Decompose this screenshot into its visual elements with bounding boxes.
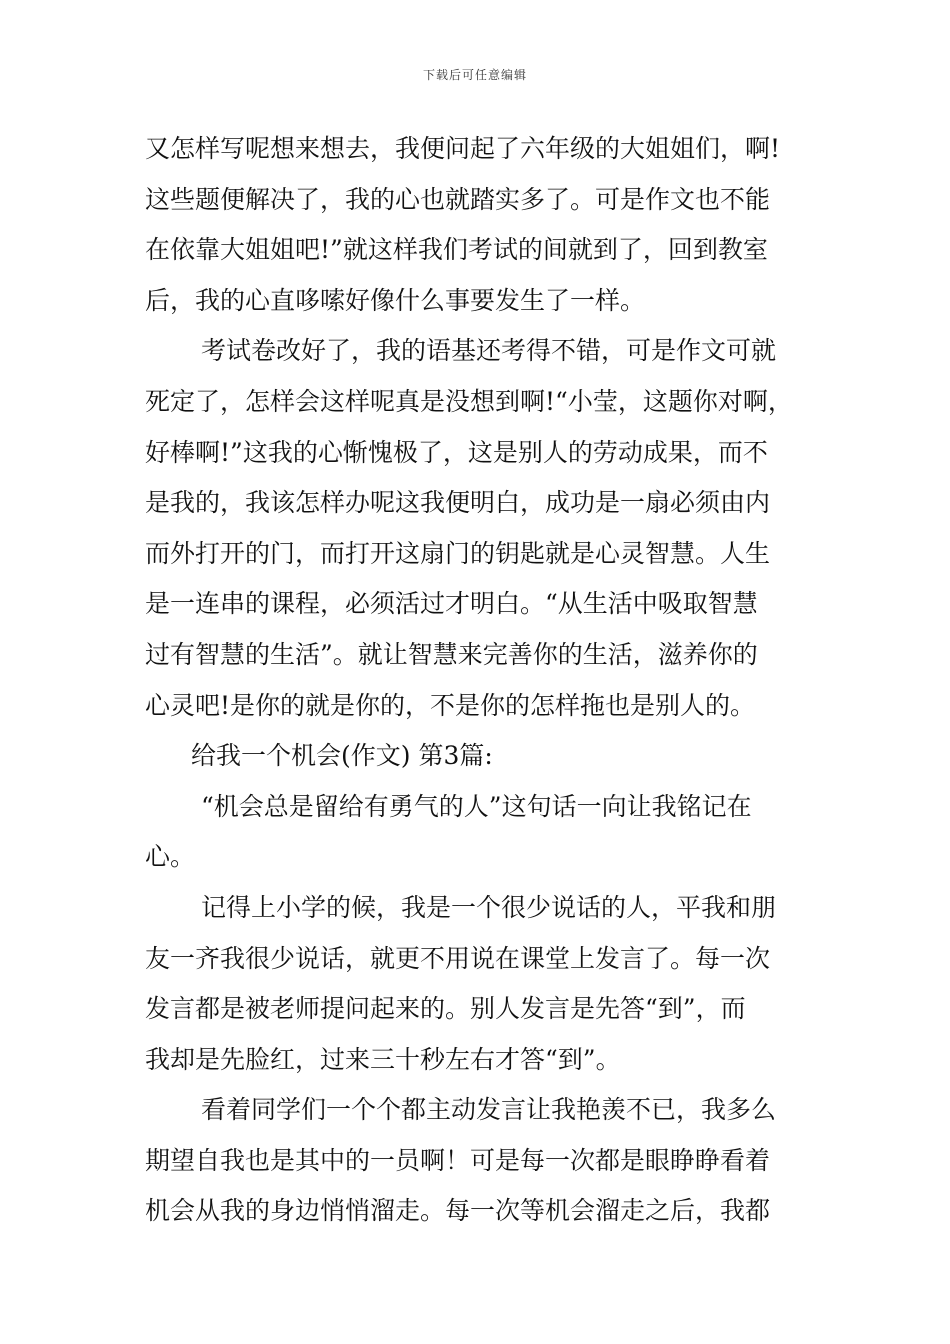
section-heading: 给我一个机会(作文) 第3篇: [191,741,493,771]
text-line: 心。 [145,842,196,872]
text-line: 是我的，我该怎样办呢这我便明白，成功是一扇必须由内 [145,488,771,518]
text-line: 期望自我也是其中的一员啊！可是每一次都是眼睁睁看着 [145,1145,771,1175]
paragraph-start-line: 记得上小学的候，我是一个很少说话的人，平我和朋 [201,892,777,922]
text-line: 发言都是被老师提问起来的。别人发言是先答“到”，而 [145,994,746,1024]
text-line: 又怎样写呢想来想去，我便问起了六年级的大姐姐们，啊! [145,134,781,163]
text-line: 这些题便解决了，我的心也就踏实多了。可是作文也不能 [145,184,771,214]
text-line: 是一连串的课程，必须活过才明白。“从生活中吸取智慧 [145,589,758,619]
text-line: 心灵吧!是你的就是你的，不是你的怎样拖也是别人的。 [145,690,756,720]
text-line: 友一齐我很少说话，就更不用说在课堂上发言了。每一次 [145,943,771,973]
paragraph-start-line: “机会总是留给有勇气的人”这句话一向让我铭记在 [201,791,752,821]
paragraph-start-line: 考试卷改好了，我的语基还考得不错，可是作文可就 [201,336,777,366]
text-line: 好棒啊!”这我的心惭愧极了，这是别人的劳动成果，而不 [145,437,768,467]
text-line: 而外打开的门，而打开这扇门的钥匙就是心灵智慧。人生 [145,538,771,568]
text-line: 在依靠大姐姐吧!”就这样我们考试的间就到了，回到教室 [145,235,768,265]
paragraph-start-line: 看着同学们一个个都主动发言让我艳羡不已，我多么 [201,1095,777,1125]
document-body [145,124,817,1237]
text-line: 后，我的心直哆嗦好像什么事要发生了一样。 [145,285,646,315]
text-line: 我却是先脸红，过来三十秒左右才答“到”。 [145,1044,621,1074]
text-line: 过有智慧的生活”。就让智慧来完善你的生活，滋养你的 [145,639,758,669]
text-line: 机会从我的身边悄悄溜走。每一次等机会溜走之后，我都 [145,1196,771,1226]
text-line: 死定了，怎样会这样呢真是没想到啊!“小莹，这题你对啊， [145,386,793,416]
page-header: 下载后可任意编辑 [422,68,527,82]
